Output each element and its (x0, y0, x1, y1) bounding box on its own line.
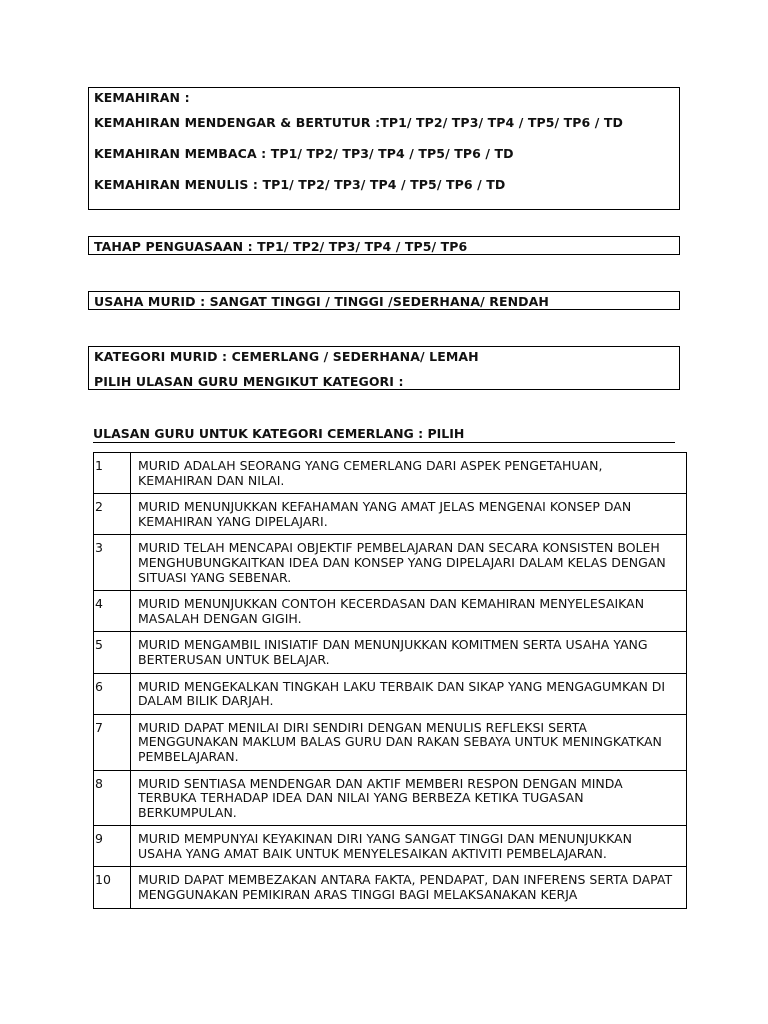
kemahiran-box (88, 87, 680, 210)
row-text: MURID MENGAMBIL INISIATIF DAN MENUNJUKKAN KOMITMEN SERTA USAHA YANG BERTERUSAN UNTUK BELAJAR. (131, 632, 687, 673)
row-text: MURID MENUNJUKKAN KEFAHAMAN YANG AMAT JELAS MENGENAI KONSEP DAN KEMAHIRAN YANG DIPELAJARI. (131, 494, 687, 535)
table-row (94, 591, 687, 632)
row-text: MURID DAPAT MEMBEZAKAN ANTARA FAKTA, PENDAPAT, DAN INFERENS SERTA DAPAT MENGGUNAKAN PEMIKIRAN ARAS TINGGI BAGI MELAKSANAKAN KERJA (131, 867, 687, 908)
pilih-ulasan-line: PILIH ULASAN GURU MENGIKUT KATEGORI : (94, 374, 404, 389)
row-text: MURID MENUNJUKKAN CONTOH KECERDASAN DAN KEMAHIRAN MENYELESAIKAN MASALAH DENGAN GIGIH. (131, 591, 687, 632)
kemahiran-menulis-line: KEMAHIRAN MENULIS : TP1/ TP2/ TP3/ TP4 / TP5/ TP6 / TD (94, 177, 506, 192)
row-text: MURID ADALAH SEORANG YANG CEMERLANG DARI ASPEK PENGETAHUAN, KEMAHIRAN DAN NILAI. (131, 453, 687, 494)
row-text: MURID MENGEKALKAN TINGKAH LAKU TERBAIK DAN SIKAP YANG MENGAGUMKAN DI DALAM BILIK DARJAH. (131, 673, 687, 714)
table-row (94, 632, 687, 673)
row-number: 5 (94, 632, 131, 673)
table-row (94, 826, 687, 867)
table-row (94, 535, 687, 591)
table-row (94, 453, 687, 494)
usaha-murid-box (88, 291, 680, 310)
kemahiran-mendengar-line: KEMAHIRAN MENDENGAR & BERTUTUR :TP1/ TP2/ TP3/ TP4 / TP5/ TP6 / TD (94, 115, 624, 130)
kemahiran-heading: KEMAHIRAN : (94, 90, 190, 105)
row-number: 8 (94, 770, 131, 826)
table-row (94, 770, 687, 826)
tahap-penguasaan-box (88, 236, 680, 255)
row-number: 9 (94, 826, 131, 867)
kategori-murid-box (88, 346, 680, 390)
row-number: 4 (94, 591, 131, 632)
kemahiran-membaca-line: KEMAHIRAN MEMBACA : TP1/ TP2/ TP3/ TP4 / TP5/ TP6 / TD (94, 146, 514, 161)
row-number: 2 (94, 494, 131, 535)
row-number: 10 (94, 867, 131, 908)
table-row (94, 714, 687, 770)
row-number: 1 (94, 453, 131, 494)
row-text: MURID SENTIASA MENDENGAR DAN AKTIF MEMBERI RESPON DENGAN MINDA TERBUKA TERHADAP IDEA DAN NILAI YANG BERBEZA KETIKA TUGASAN BERKUMPULAN. (131, 770, 687, 826)
ulasan-table (93, 452, 687, 909)
row-number: 6 (94, 673, 131, 714)
table-row (94, 867, 687, 908)
row-number: 3 (94, 535, 131, 591)
tahap-penguasaan-line: TAHAP PENGUASAAN : TP1/ TP2/ TP3/ TP4 / TP5/ TP6 (94, 239, 468, 254)
row-text: MURID DAPAT MENILAI DIRI SENDIRI DENGAN MENULIS REFLEKSI SERTA MENGGUNAKAN MAKLUM BALAS GURU DAN RAKAN SEBAYA UNTUK MENINGKATKAN PEMBELAJARAN. (131, 714, 687, 770)
table-row (94, 494, 687, 535)
usaha-murid-line: USAHA MURID : SANGAT TINGGI / TINGGI /SEDERHANA/ RENDAH (94, 294, 549, 309)
kategori-murid-line: KATEGORI MURID : CEMERLANG / SEDERHANA/ LEMAH (94, 349, 479, 364)
table-row (94, 673, 687, 714)
row-text: MURID TELAH MENCAPAI OBJEKTIF PEMBELAJARAN DAN SECARA KONSISTEN BOLEH MENGHUBUNGKAITKAN IDEA DAN KONSEP YANG DIPELAJARI DALAM KELAS DENGAN SITUASI YANG SEBENAR. (131, 535, 687, 591)
ulasan-heading: ULASAN GURU UNTUK KATEGORI CEMERLANG : PILIH (93, 426, 675, 443)
row-text: MURID MEMPUNYAI KEYAKINAN DIRI YANG SANGAT TINGGI DAN MENUNJUKKAN USAHA YANG AMAT BAIK UNTUK MENYELESAIKAN AKTIVITI PEMBELAJARAN. (131, 826, 687, 867)
row-number: 7 (94, 714, 131, 770)
